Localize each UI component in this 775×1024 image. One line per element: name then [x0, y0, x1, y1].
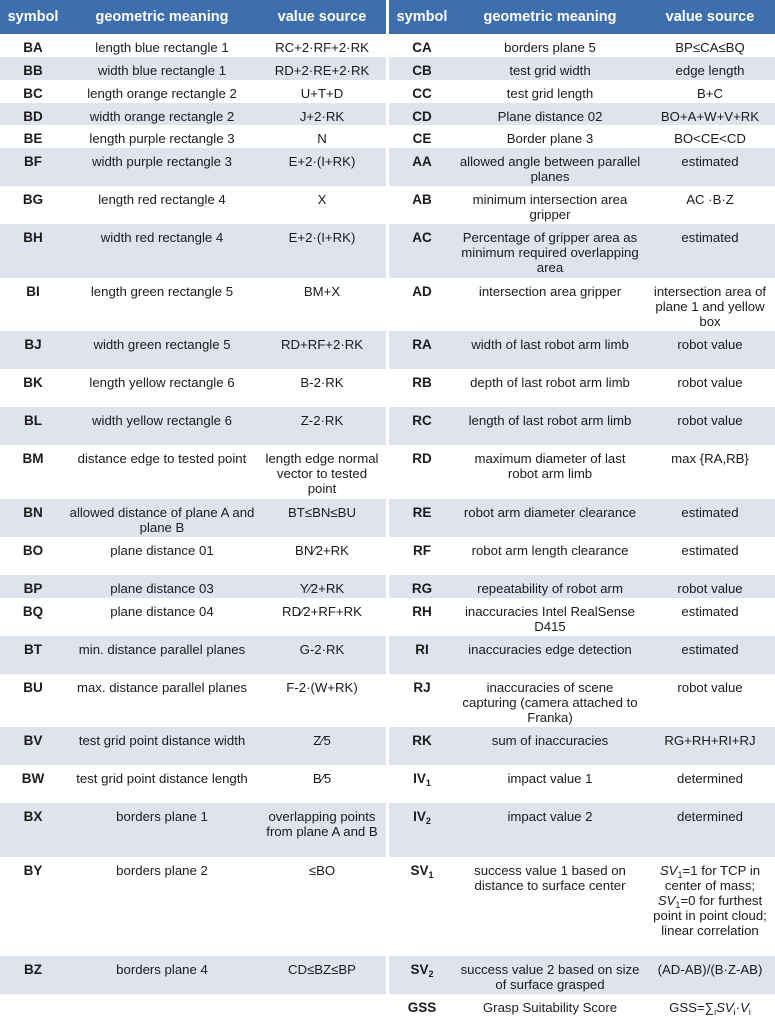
- source-cell: Z-2·RK: [258, 407, 386, 445]
- meaning-cell: test grid point distance length: [66, 765, 258, 803]
- formula-subscript: 1: [675, 899, 681, 910]
- source-cell: RD⁄2+RF+RK: [258, 598, 386, 636]
- source-cell: BM+X: [258, 278, 386, 331]
- meaning-cell: [66, 994, 258, 1024]
- symbol-cell: CD: [389, 103, 455, 126]
- symbol-cell: RE: [389, 499, 455, 537]
- symbol-cell: AC: [389, 224, 455, 277]
- table-row: [389, 575, 775, 598]
- symbol-cell: [389, 857, 455, 956]
- source-cell: X: [258, 186, 386, 224]
- symbol-cell: BG: [0, 186, 66, 224]
- formula-text: =0 for furthest point in point cloud; linear correlation: [653, 892, 767, 938]
- meaning-cell: borders plane 4: [66, 956, 258, 994]
- meaning-cell: inaccuracies Intel RealSense D415: [455, 598, 645, 636]
- symbol-cell: [389, 956, 455, 994]
- source-cell: [258, 994, 386, 1024]
- symbol-cell: BH: [0, 224, 66, 277]
- table-row: [0, 186, 386, 224]
- table-row: [0, 803, 386, 856]
- meaning-cell: length of last robot arm limb: [455, 407, 645, 445]
- table-row: [0, 674, 386, 727]
- symbol-cell: [389, 803, 455, 856]
- table-row: [0, 537, 386, 575]
- symbol-cell: BE: [0, 125, 66, 148]
- formula-symbol: SV: [659, 862, 678, 878]
- symbol-cell: GSS: [389, 994, 455, 1024]
- source-cell: length edge normal vector to tested point: [258, 445, 386, 498]
- table-row: [389, 407, 775, 445]
- formula-subscript: i: [714, 1006, 717, 1017]
- source-cell: B⁄5: [258, 765, 386, 803]
- symbol-text: IV: [413, 771, 426, 787]
- source-cell: robot value: [645, 331, 775, 369]
- symbol-cell: BB: [0, 57, 66, 80]
- formula-symbol: ·V: [735, 999, 749, 1015]
- table-row: [389, 765, 775, 803]
- symbol-cell: BD: [0, 103, 66, 126]
- source-cell: edge length: [645, 57, 775, 80]
- table-row: [0, 598, 386, 636]
- header-value-source: value source: [645, 0, 775, 34]
- source-cell: [645, 857, 775, 956]
- meaning-cell: Plane distance 02: [455, 103, 645, 126]
- source-cell: max {RA,RB}: [645, 445, 775, 498]
- table-row: [389, 636, 775, 674]
- meaning-cell: plane distance 04: [66, 598, 258, 636]
- formula-subscript: i: [748, 1006, 751, 1017]
- table-row: [0, 857, 386, 956]
- meaning-cell: length purple rectangle 3: [66, 125, 258, 148]
- symbol-cell: BU: [0, 674, 66, 727]
- meaning-cell: plane distance 01: [66, 537, 258, 575]
- table-row: [0, 956, 386, 994]
- meaning-cell: test grid length: [455, 80, 645, 103]
- meaning-cell: allowed distance of plane A and plane B: [66, 499, 258, 537]
- meaning-cell: width red rectangle 4: [66, 224, 258, 277]
- formula-text: =1 for TCP in center of mass;: [664, 862, 761, 893]
- table-row: [389, 331, 775, 369]
- table-row-empty: [0, 994, 386, 1024]
- header-row: [389, 0, 775, 34]
- meaning-cell: max. distance parallel planes: [66, 674, 258, 727]
- symbol-cell: RI: [389, 636, 455, 674]
- source-cell: estimated: [645, 598, 775, 636]
- meaning-cell: success value 2 based on size of surface grasped: [455, 956, 645, 994]
- source-cell: BT≤BN≤BU: [258, 499, 386, 537]
- symbol-cell: BP: [0, 575, 66, 598]
- meaning-cell: Percentage of gripper area as minimum required overlapping area: [455, 224, 645, 277]
- formula-symbol: SV: [657, 892, 676, 908]
- table-row: [0, 765, 386, 803]
- source-cell: J+2·RK: [258, 103, 386, 126]
- formula-text: GSS=∑: [669, 999, 715, 1015]
- meaning-cell: min. distance parallel planes: [66, 636, 258, 674]
- meaning-cell: Border plane 3: [455, 125, 645, 148]
- symbol-cell: BA: [0, 34, 66, 57]
- table-right: [389, 0, 775, 1024]
- symbol-cell: BL: [0, 407, 66, 445]
- header-symbol: symbol: [0, 0, 66, 34]
- source-cell: RD+2·RE+2·RK: [258, 57, 386, 80]
- symbol-cell: RA: [389, 331, 455, 369]
- symbol-cell: BZ: [0, 956, 66, 994]
- table-left: [0, 0, 386, 1024]
- table-row: [0, 80, 386, 103]
- table-row: [389, 148, 775, 186]
- table-row: [0, 407, 386, 445]
- meaning-cell: minimum intersection area gripper: [455, 186, 645, 224]
- meaning-cell: width green rectangle 5: [66, 331, 258, 369]
- symbol-subscript: 1: [428, 869, 434, 880]
- symbol-cell: RG: [389, 575, 455, 598]
- meaning-cell: intersection area gripper: [455, 278, 645, 331]
- meaning-cell: repeatability of robot arm: [455, 575, 645, 598]
- source-cell: robot value: [645, 674, 775, 727]
- table-row: [0, 727, 386, 765]
- table-row: [389, 186, 775, 224]
- table-row: [389, 499, 775, 537]
- source-cell: BO<CE<CD: [645, 125, 775, 148]
- symbol-cell: BN: [0, 499, 66, 537]
- symbol-cell: BC: [0, 80, 66, 103]
- symbol-cell: CB: [389, 57, 455, 80]
- table-row: [389, 537, 775, 575]
- symbol-cell: [389, 765, 455, 803]
- table-row: [389, 103, 775, 126]
- symbol-cell: AD: [389, 278, 455, 331]
- table-row: [389, 803, 775, 856]
- symbol-text: SV: [410, 961, 429, 977]
- source-cell: E+2·(I+RK): [258, 148, 386, 186]
- source-cell: Z⁄5: [258, 727, 386, 765]
- meaning-cell: impact value 1: [455, 765, 645, 803]
- table-row: [389, 727, 775, 765]
- meaning-cell: robot arm diameter clearance: [455, 499, 645, 537]
- meaning-cell: borders plane 2: [66, 857, 258, 956]
- meaning-cell: width of last robot arm limb: [455, 331, 645, 369]
- source-cell: robot value: [645, 407, 775, 445]
- meaning-cell: borders plane 1: [66, 803, 258, 856]
- symbol-cell: CC: [389, 80, 455, 103]
- source-cell: determined: [645, 765, 775, 803]
- symbol-cell: BY: [0, 857, 66, 956]
- meaning-cell: length green rectangle 5: [66, 278, 258, 331]
- source-cell: U+T+D: [258, 80, 386, 103]
- source-cell: robot value: [645, 575, 775, 598]
- meaning-cell: plane distance 03: [66, 575, 258, 598]
- source-cell: RG+RH+RI+RJ: [645, 727, 775, 765]
- source-cell: estimated: [645, 636, 775, 674]
- table-row: [0, 575, 386, 598]
- source-cell: N: [258, 125, 386, 148]
- table-row: [0, 636, 386, 674]
- table-row: [389, 34, 775, 57]
- meaning-cell: inaccuracies edge detection: [455, 636, 645, 674]
- source-cell: Y⁄2+RK: [258, 575, 386, 598]
- symbol-cell: BM: [0, 445, 66, 498]
- source-cell: (AD-AB)/(B·Z-AB): [645, 956, 775, 994]
- table-row: [389, 674, 775, 727]
- table-row: [389, 80, 775, 103]
- symbol-cell: RC: [389, 407, 455, 445]
- source-cell: RC+2·RF+2·RK: [258, 34, 386, 57]
- symbol-cell: CA: [389, 34, 455, 57]
- meaning-cell: allowed angle between parallel planes: [455, 148, 645, 186]
- symbol-cell: BQ: [0, 598, 66, 636]
- meaning-cell: length blue rectangle 1: [66, 34, 258, 57]
- table-row: [0, 57, 386, 80]
- table-row: [389, 369, 775, 407]
- meaning-cell: test grid width: [455, 57, 645, 80]
- meaning-cell: length red rectangle 4: [66, 186, 258, 224]
- header-geometric-meaning: geometric meaning: [455, 0, 645, 34]
- meaning-cell: Grasp Suitability Score: [455, 994, 645, 1024]
- source-cell: intersection area of plane 1 and yellow box: [645, 278, 775, 331]
- table-row: [0, 103, 386, 126]
- source-cell: CD≤BZ≤BP: [258, 956, 386, 994]
- meaning-cell: robot arm length clearance: [455, 537, 645, 575]
- table-row: [389, 598, 775, 636]
- header-value-source: value source: [258, 0, 386, 34]
- header-symbol: symbol: [389, 0, 455, 34]
- table-row: [389, 278, 775, 331]
- meaning-cell: test grid point distance width: [66, 727, 258, 765]
- source-cell: B-2·RK: [258, 369, 386, 407]
- source-cell: RD+RF+2·RK: [258, 331, 386, 369]
- symbol-subscript: 1: [425, 778, 431, 789]
- symbol-subscript: 2: [425, 816, 431, 827]
- header-geometric-meaning: geometric meaning: [66, 0, 258, 34]
- source-cell: F-2·(W+RK): [258, 674, 386, 727]
- symbol-cell: [0, 994, 66, 1024]
- symbol-cell: BX: [0, 803, 66, 856]
- symbol-cell: CE: [389, 125, 455, 148]
- symbol-cell: AA: [389, 148, 455, 186]
- symbol-subscript: 2: [428, 968, 434, 979]
- table-row: [0, 499, 386, 537]
- meaning-cell: width blue rectangle 1: [66, 57, 258, 80]
- source-cell: determined: [645, 803, 775, 856]
- symbol-cell: RK: [389, 727, 455, 765]
- symbol-text: IV: [413, 809, 426, 825]
- symbol-cell: BI: [0, 278, 66, 331]
- meaning-cell: width orange rectangle 2: [66, 103, 258, 126]
- symbol-cell: BO: [0, 537, 66, 575]
- formula-subscript: i: [733, 1006, 736, 1017]
- table-row: [389, 57, 775, 80]
- meaning-cell: maximum diameter of last robot arm limb: [455, 445, 645, 498]
- source-cell: [645, 994, 775, 1024]
- meaning-cell: distance edge to tested point: [66, 445, 258, 498]
- table-row: [0, 148, 386, 186]
- formula-subscript: 1: [677, 869, 683, 880]
- meaning-cell: depth of last robot arm limb: [455, 369, 645, 407]
- meaning-cell: length orange rectangle 2: [66, 80, 258, 103]
- symbol-cell: RB: [389, 369, 455, 407]
- symbol-cell: RH: [389, 598, 455, 636]
- source-cell: estimated: [645, 148, 775, 186]
- source-cell: E+2·(I+RK): [258, 224, 386, 277]
- table-row: [389, 445, 775, 498]
- meaning-cell: success value 1 based on distance to surface center: [455, 857, 645, 956]
- meaning-cell: length yellow rectangle 6: [66, 369, 258, 407]
- table-row: [389, 994, 775, 1024]
- symbol-cell: RJ: [389, 674, 455, 727]
- formula-symbol: SV: [716, 999, 734, 1015]
- table-row: [0, 331, 386, 369]
- table-row: [389, 857, 775, 956]
- table-row: [389, 125, 775, 148]
- symbol-cell: BV: [0, 727, 66, 765]
- source-cell: estimated: [645, 224, 775, 277]
- symbol-cell: AB: [389, 186, 455, 224]
- source-cell: robot value: [645, 369, 775, 407]
- meaning-cell: impact value 2: [455, 803, 645, 856]
- table-row: [0, 369, 386, 407]
- table-row: [0, 445, 386, 498]
- symbol-cell: BJ: [0, 331, 66, 369]
- source-cell: G-2·RK: [258, 636, 386, 674]
- source-cell: AC ·B·Z: [645, 186, 775, 224]
- table-row: [0, 278, 386, 331]
- source-cell: BN⁄2+RK: [258, 537, 386, 575]
- source-cell: overlapping points from plane A and B: [258, 803, 386, 856]
- symbol-text: SV: [410, 862, 429, 878]
- source-cell: estimated: [645, 537, 775, 575]
- table-row: [0, 34, 386, 57]
- header-row: [0, 0, 386, 34]
- source-cell: BP≤CA≤BQ: [645, 34, 775, 57]
- symbol-cell: RF: [389, 537, 455, 575]
- source-cell: ≤BO: [258, 857, 386, 956]
- table-row: [389, 224, 775, 277]
- meaning-cell: inaccuracies of scene capturing (camera attached to Franka): [455, 674, 645, 727]
- meaning-cell: width yellow rectangle 6: [66, 407, 258, 445]
- symbol-cell: BW: [0, 765, 66, 803]
- symbol-cell: BF: [0, 148, 66, 186]
- meaning-cell: sum of inaccuracies: [455, 727, 645, 765]
- symbol-cell: BT: [0, 636, 66, 674]
- symbol-cell: BK: [0, 369, 66, 407]
- table-row: [389, 956, 775, 994]
- source-cell: BO+A+W+V+RK: [645, 103, 775, 126]
- meaning-cell: width purple rectangle 3: [66, 148, 258, 186]
- table-row: [0, 125, 386, 148]
- table-row: [0, 224, 386, 277]
- symbol-cell: RD: [389, 445, 455, 498]
- meaning-cell: borders plane 5: [455, 34, 645, 57]
- source-cell: B+C: [645, 80, 775, 103]
- source-cell: estimated: [645, 499, 775, 537]
